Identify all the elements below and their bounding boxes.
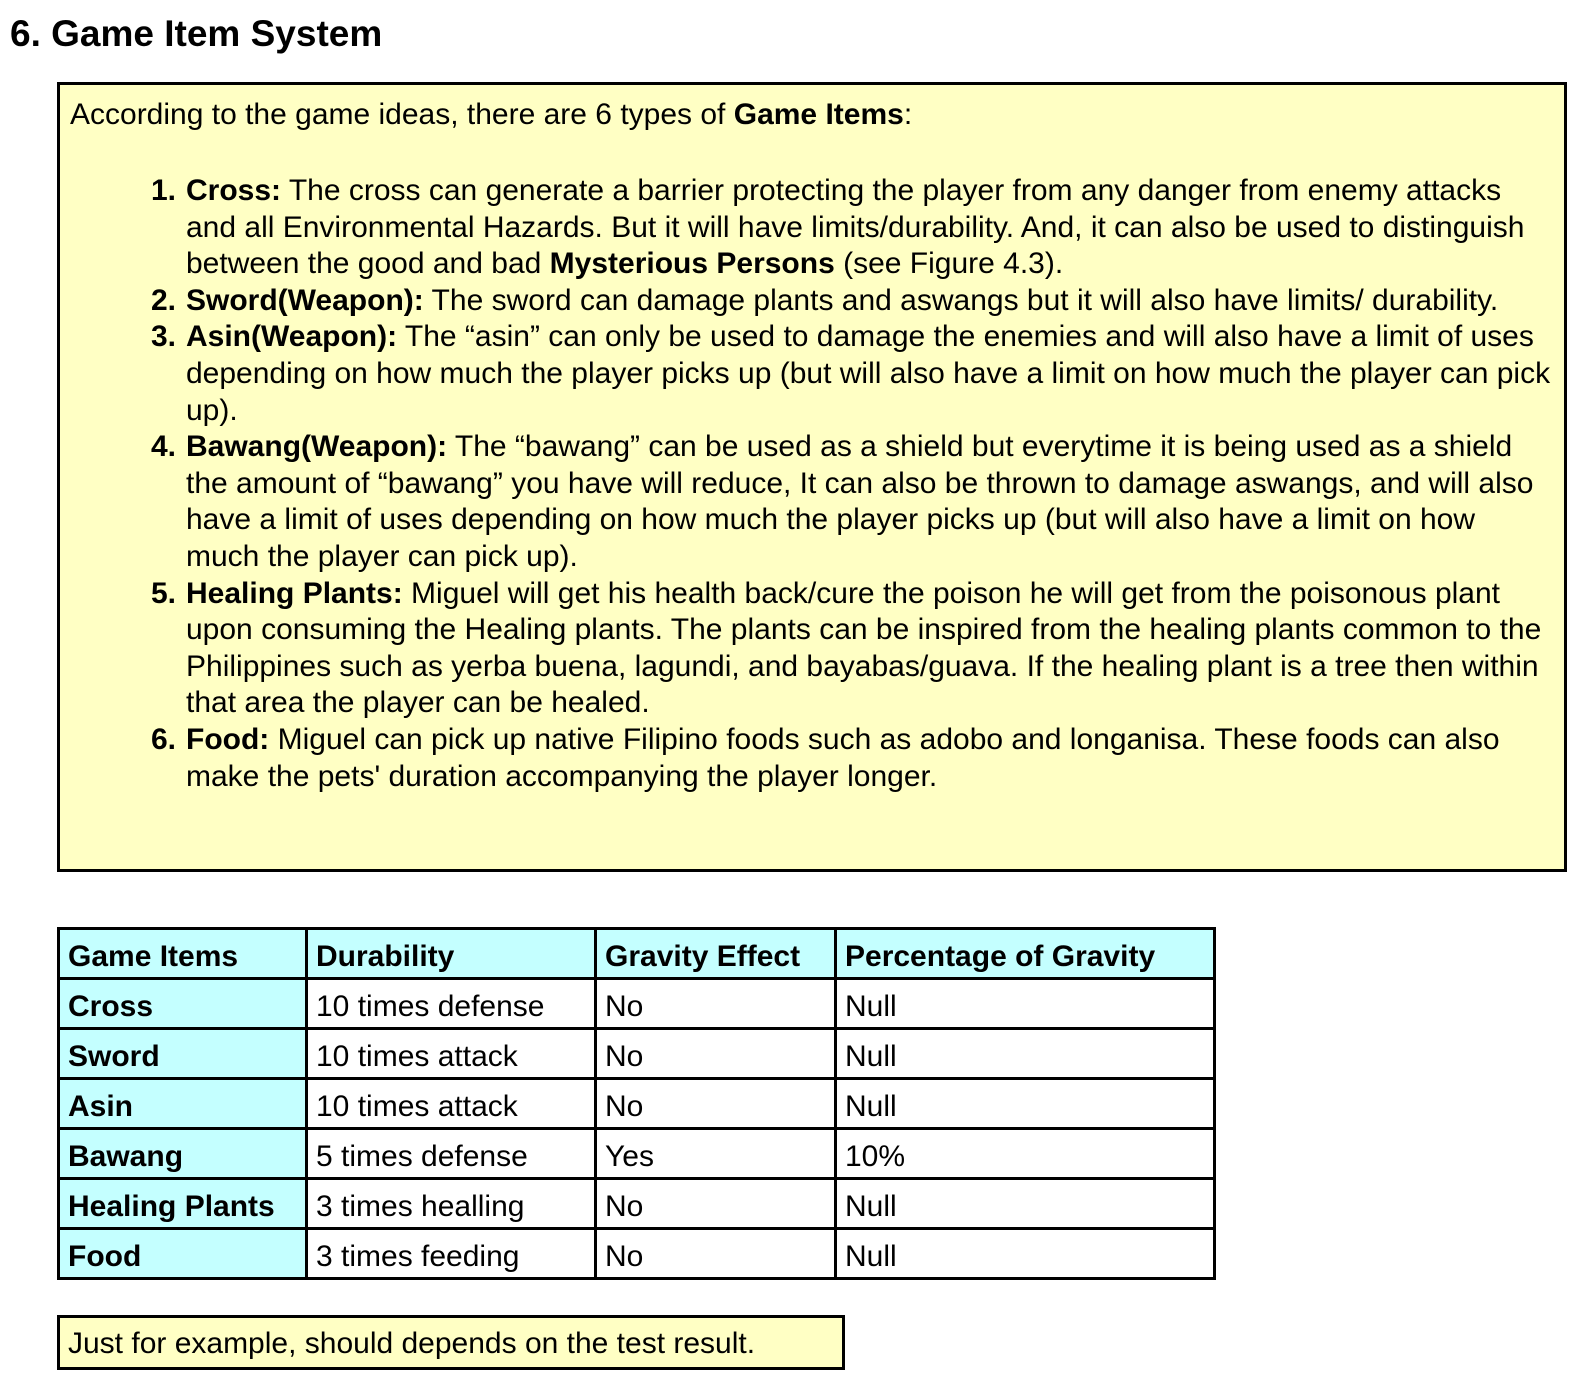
list-item <box>70 429 1554 575</box>
game-items-list <box>70 173 1554 795</box>
list-item <box>70 319 1554 429</box>
list-item <box>70 173 1554 283</box>
header-game-items: Game Items <box>59 929 307 979</box>
cell-gravity-effect: No <box>596 1179 836 1229</box>
cell-item-name: Food <box>59 1229 307 1279</box>
item-text: Miguel can pick up native Filipino foods such as adobo and longanisa. These foods can also make the pets' duration accompanying the player longer. <box>186 722 1500 793</box>
cell-item-name: Asin <box>59 1079 307 1129</box>
item-number: 1. <box>151 174 177 207</box>
cell-item-name: Sword <box>59 1029 307 1079</box>
cell-gravity-percentage: Null <box>836 1179 1215 1229</box>
item-text: The “asin” can only be used to damage the enemies and will also have a limit of uses depending on how much the player picks up (but will also have a limit on how much the player can pick up). <box>186 320 1551 427</box>
table-row <box>59 1179 1215 1229</box>
table-row <box>59 1079 1215 1129</box>
table-row <box>59 1229 1215 1279</box>
item-text: Miguel will get his health back/cure the poison he will get from the poisonous plant upon consuming the Healing plants. The plants can be inspired from the healing plants common to the Philippines such as yerba buena, lagundi, and bayabas/guava. If the healing plant is a tree then within that area the player can be healed. <box>186 576 1542 720</box>
item-number: 5. <box>151 576 177 610</box>
cell-gravity-effect: No <box>596 979 836 1029</box>
cell-gravity-effect: No <box>596 1229 836 1279</box>
section-title: 6. Game Item System <box>10 13 383 54</box>
table-row <box>59 1129 1215 1179</box>
header-percentage-of-gravity: Percentage of Gravity <box>836 929 1215 979</box>
item-name: Bawang(Weapon): <box>186 430 448 464</box>
item-name: Sword(Weapon): <box>186 283 424 317</box>
item-name: Healing Plants: <box>186 576 403 610</box>
item-name: Asin(Weapon): <box>186 320 398 354</box>
item-text: The sword can damage plants and aswangs but it will also have limits/ durability. <box>423 283 1499 317</box>
item-number: 2. <box>151 283 177 317</box>
intro-paragraph <box>70 97 1554 133</box>
cell-gravity-percentage: Null <box>836 1079 1215 1129</box>
cell-gravity-effect: No <box>596 1079 836 1129</box>
item-name: Food: <box>186 722 270 756</box>
cell-gravity-effect: No <box>596 1029 836 1079</box>
intro-suffix: : <box>903 98 913 131</box>
cell-gravity-percentage: Null <box>836 1029 1215 1079</box>
example-note: Just for example, should depends on the test result. <box>57 1315 845 1370</box>
cell-gravity-effect: Yes <box>596 1129 836 1179</box>
item-number: 4. <box>151 430 177 464</box>
list-item <box>70 576 1554 722</box>
item-bold-term: Mysterious Persons <box>549 247 835 281</box>
cell-gravity-percentage: 10% <box>836 1129 1215 1179</box>
intro-prefix: According to the game ideas, there are 6 types of <box>70 98 734 131</box>
cell-durability: 3 times feeding <box>307 1229 596 1279</box>
item-text-after: (see Figure 4.3). <box>834 247 1064 281</box>
table-row <box>59 979 1215 1029</box>
cell-item-name: Healing Plants <box>59 1179 307 1229</box>
game-items-description-box <box>57 82 1567 872</box>
game-items-table <box>57 927 1216 1280</box>
header-gravity-effect: Gravity Effect <box>596 929 836 979</box>
item-name: Cross: <box>186 174 282 207</box>
cell-durability: 10 times defense <box>307 979 596 1029</box>
cell-durability: 10 times attack <box>307 1029 596 1079</box>
table-header-row <box>59 929 1215 979</box>
table-row <box>59 1029 1215 1079</box>
item-number: 6. <box>151 722 177 756</box>
cell-item-name: Cross <box>59 979 307 1029</box>
cell-item-name: Bawang <box>59 1129 307 1179</box>
cell-durability: 10 times attack <box>307 1079 596 1129</box>
item-text: The “bawang” can be used as a shield but everytime it is being used as a shield the amount of “bawang” you have will reduce, It can also be thrown to damage aswangs, and will also have a limit of uses depending on how much the player picks up (but will also have a limit on how much the player can pick up). <box>186 430 1534 573</box>
cell-gravity-percentage: Null <box>836 979 1215 1029</box>
list-item <box>70 722 1554 795</box>
cell-gravity-percentage: Null <box>836 1229 1215 1279</box>
item-number: 3. <box>151 320 177 354</box>
list-item <box>70 283 1554 320</box>
header-durability: Durability <box>307 929 596 979</box>
cell-durability: 5 times defense <box>307 1129 596 1179</box>
intro-bold-term: Game Items <box>733 98 904 131</box>
cell-durability: 3 times healling <box>307 1179 596 1229</box>
item-text: The cross can generate a barrier protecting the player from any danger from enemy attacks and all Environmental Hazards. But it will have limits/durability. And, it can also be used to distinguish between the good and bad <box>186 174 1525 281</box>
